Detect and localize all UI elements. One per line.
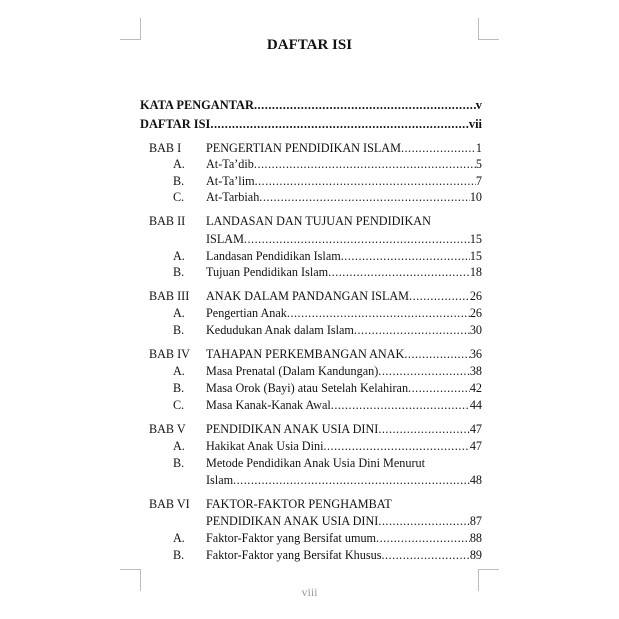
chapter-title-line: FAKTOR-FAKTOR PENGHAMBAT: [206, 497, 392, 511]
toc-chapter-entry[interactable]: [206, 231, 482, 247]
entry-page: 30: [469, 323, 482, 337]
toc-chapter-entry[interactable]: [206, 513, 482, 529]
toc-item-entry[interactable]: [206, 156, 482, 172]
entry-text: At-Ta’lim: [206, 174, 255, 188]
leader-dots: [255, 173, 476, 189]
leader-dots: [244, 231, 470, 247]
entry-text: Masa Orok (Bayi) atau Setelah Kelahiran: [206, 381, 409, 395]
toc-item-entry[interactable]: [206, 248, 482, 264]
entry-text: KATA PENGANTAR: [140, 98, 254, 112]
leader-dots: [378, 363, 470, 379]
leader-dots: [233, 472, 470, 488]
entry-text: PENGERTIAN PENDIDIKAN ISLAM: [206, 141, 401, 155]
entry-text: At-Tarbiah: [206, 190, 260, 204]
entry-page: vii: [468, 117, 482, 131]
entry-page: 1: [475, 141, 482, 155]
page-title: DAFTAR ISI: [266, 37, 353, 53]
leader-dots: [341, 248, 470, 264]
toc-chapter-entry[interactable]: [206, 140, 482, 156]
toc-item-entry[interactable]: [206, 363, 482, 379]
leader-dots: [376, 530, 470, 546]
toc-item-entry[interactable]: [206, 530, 482, 546]
chapter-label: BAB V: [149, 422, 186, 436]
toc-item-entry[interactable]: [206, 264, 482, 280]
item-letter: A.: [173, 249, 185, 263]
page-number: viii: [301, 585, 318, 599]
entry-text: Masa Kanak-Kanak Awal: [206, 398, 331, 412]
item-letter: A.: [173, 306, 185, 320]
item-letter: A.: [173, 439, 185, 453]
leader-dots: [408, 380, 470, 396]
chapter-label: BAB III: [149, 289, 190, 303]
entry-page: 15: [469, 232, 482, 246]
item-letter: A.: [173, 157, 185, 171]
leader-dots: [404, 346, 469, 362]
leader-dots: [381, 547, 469, 563]
entry-text: Kedudukan Anak dalam Islam: [206, 323, 354, 337]
entry-text: ANAK DALAM PANDANGAN ISLAM: [206, 289, 410, 303]
item-letter: B.: [173, 323, 185, 337]
toc-item-entry[interactable]: [206, 305, 482, 321]
leader-dots: [331, 397, 470, 413]
toc-chapter-entry[interactable]: [206, 346, 482, 362]
leader-dots: [378, 513, 470, 529]
toc-item-entry[interactable]: [206, 322, 482, 338]
item-letter: B.: [173, 456, 185, 470]
entry-text: ISLAM: [206, 232, 244, 246]
toc-item-entry[interactable]: [206, 380, 482, 396]
entry-text: PENDIDIKAN ANAK USIA DINI: [206, 422, 379, 436]
leader-dots: [401, 140, 476, 156]
entry-text: DAFTAR ISI: [140, 117, 211, 131]
entry-page: 89: [469, 548, 482, 562]
item-text-line: Metode Pendidikan Anak Usia Dini Menurut: [206, 456, 426, 470]
entry-page: 88: [469, 531, 482, 545]
entry-page: 26: [469, 306, 482, 320]
entry-text: Islam: [206, 473, 234, 487]
entry-page: 42: [469, 381, 482, 395]
toc-item-entry[interactable]: [206, 189, 482, 205]
leader-dots: [328, 264, 470, 280]
toc-item-entry[interactable]: [206, 397, 482, 413]
entry-page: 44: [469, 398, 482, 412]
entry-text: Faktor-Faktor yang Bersifat umum: [206, 531, 377, 545]
item-letter: C.: [173, 190, 185, 204]
entry-page: 36: [469, 347, 482, 361]
item-letter: B.: [173, 265, 185, 279]
toc-item-entry[interactable]: [206, 173, 482, 189]
toc-entry-kata-pengantar[interactable]: [140, 97, 482, 113]
item-letter: A.: [173, 364, 185, 378]
entry-page: 15: [469, 249, 482, 263]
chapter-label: BAB I: [149, 141, 182, 155]
chapter-label: BAB II: [149, 214, 186, 228]
entry-text: Masa Prenatal (Dalam Kandungan): [206, 364, 379, 378]
entry-text: Faktor-Faktor yang Bersifat Khusus: [206, 548, 382, 562]
entry-text: Tujuan Pendidikan Islam: [206, 265, 329, 279]
entry-page: 87: [469, 514, 482, 528]
entry-page: 47: [469, 439, 482, 453]
toc-item-entry[interactable]: [206, 547, 482, 563]
chapter-title-line: LANDASAN DAN TUJUAN PENDIDIKAN: [206, 214, 431, 228]
toc-entry-daftar-isi[interactable]: [140, 116, 482, 132]
entry-page: v: [475, 98, 482, 112]
entry-text: Hakikat Anak Usia Dini: [206, 439, 324, 453]
entry-page: 5: [475, 157, 482, 171]
item-letter: B.: [173, 548, 185, 562]
item-letter: B.: [173, 174, 185, 188]
leader-dots: [254, 156, 476, 172]
entry-page: 26: [469, 289, 482, 303]
item-letter: B.: [173, 381, 185, 395]
leader-dots: [378, 421, 470, 437]
leader-dots: [354, 322, 470, 338]
entry-page: 10: [469, 190, 482, 204]
leader-dots: [323, 438, 469, 454]
leader-dots: [210, 116, 469, 132]
entry-text: Pengertian Anak: [206, 306, 287, 320]
entry-text: TAHAPAN PERKEMBANGAN ANAK: [206, 347, 405, 361]
toc-chapter-entry[interactable]: [206, 421, 482, 437]
leader-dots: [287, 305, 470, 321]
item-letter: C.: [173, 398, 185, 412]
toc-item-entry[interactable]: [206, 438, 482, 454]
leader-dots: [409, 288, 470, 304]
leader-dots: [254, 97, 476, 113]
entry-page: 18: [469, 265, 482, 279]
entry-text: Landasan Pendidikan Islam: [206, 249, 341, 263]
entry-page: 48: [469, 473, 482, 487]
toc-item-entry[interactable]: [206, 472, 482, 488]
entry-page: 7: [475, 174, 482, 188]
leader-dots: [259, 189, 470, 205]
entry-text: PENDIDIKAN ANAK USIA DINI: [206, 514, 379, 528]
toc-chapter-entry[interactable]: [206, 288, 482, 304]
chapter-label: BAB IV: [149, 347, 190, 361]
entry-text: At-Ta’dib: [206, 157, 254, 171]
entry-page: 38: [469, 364, 482, 378]
item-letter: A.: [173, 531, 185, 545]
chapter-label: BAB VI: [149, 497, 190, 511]
entry-page: 47: [469, 422, 482, 436]
